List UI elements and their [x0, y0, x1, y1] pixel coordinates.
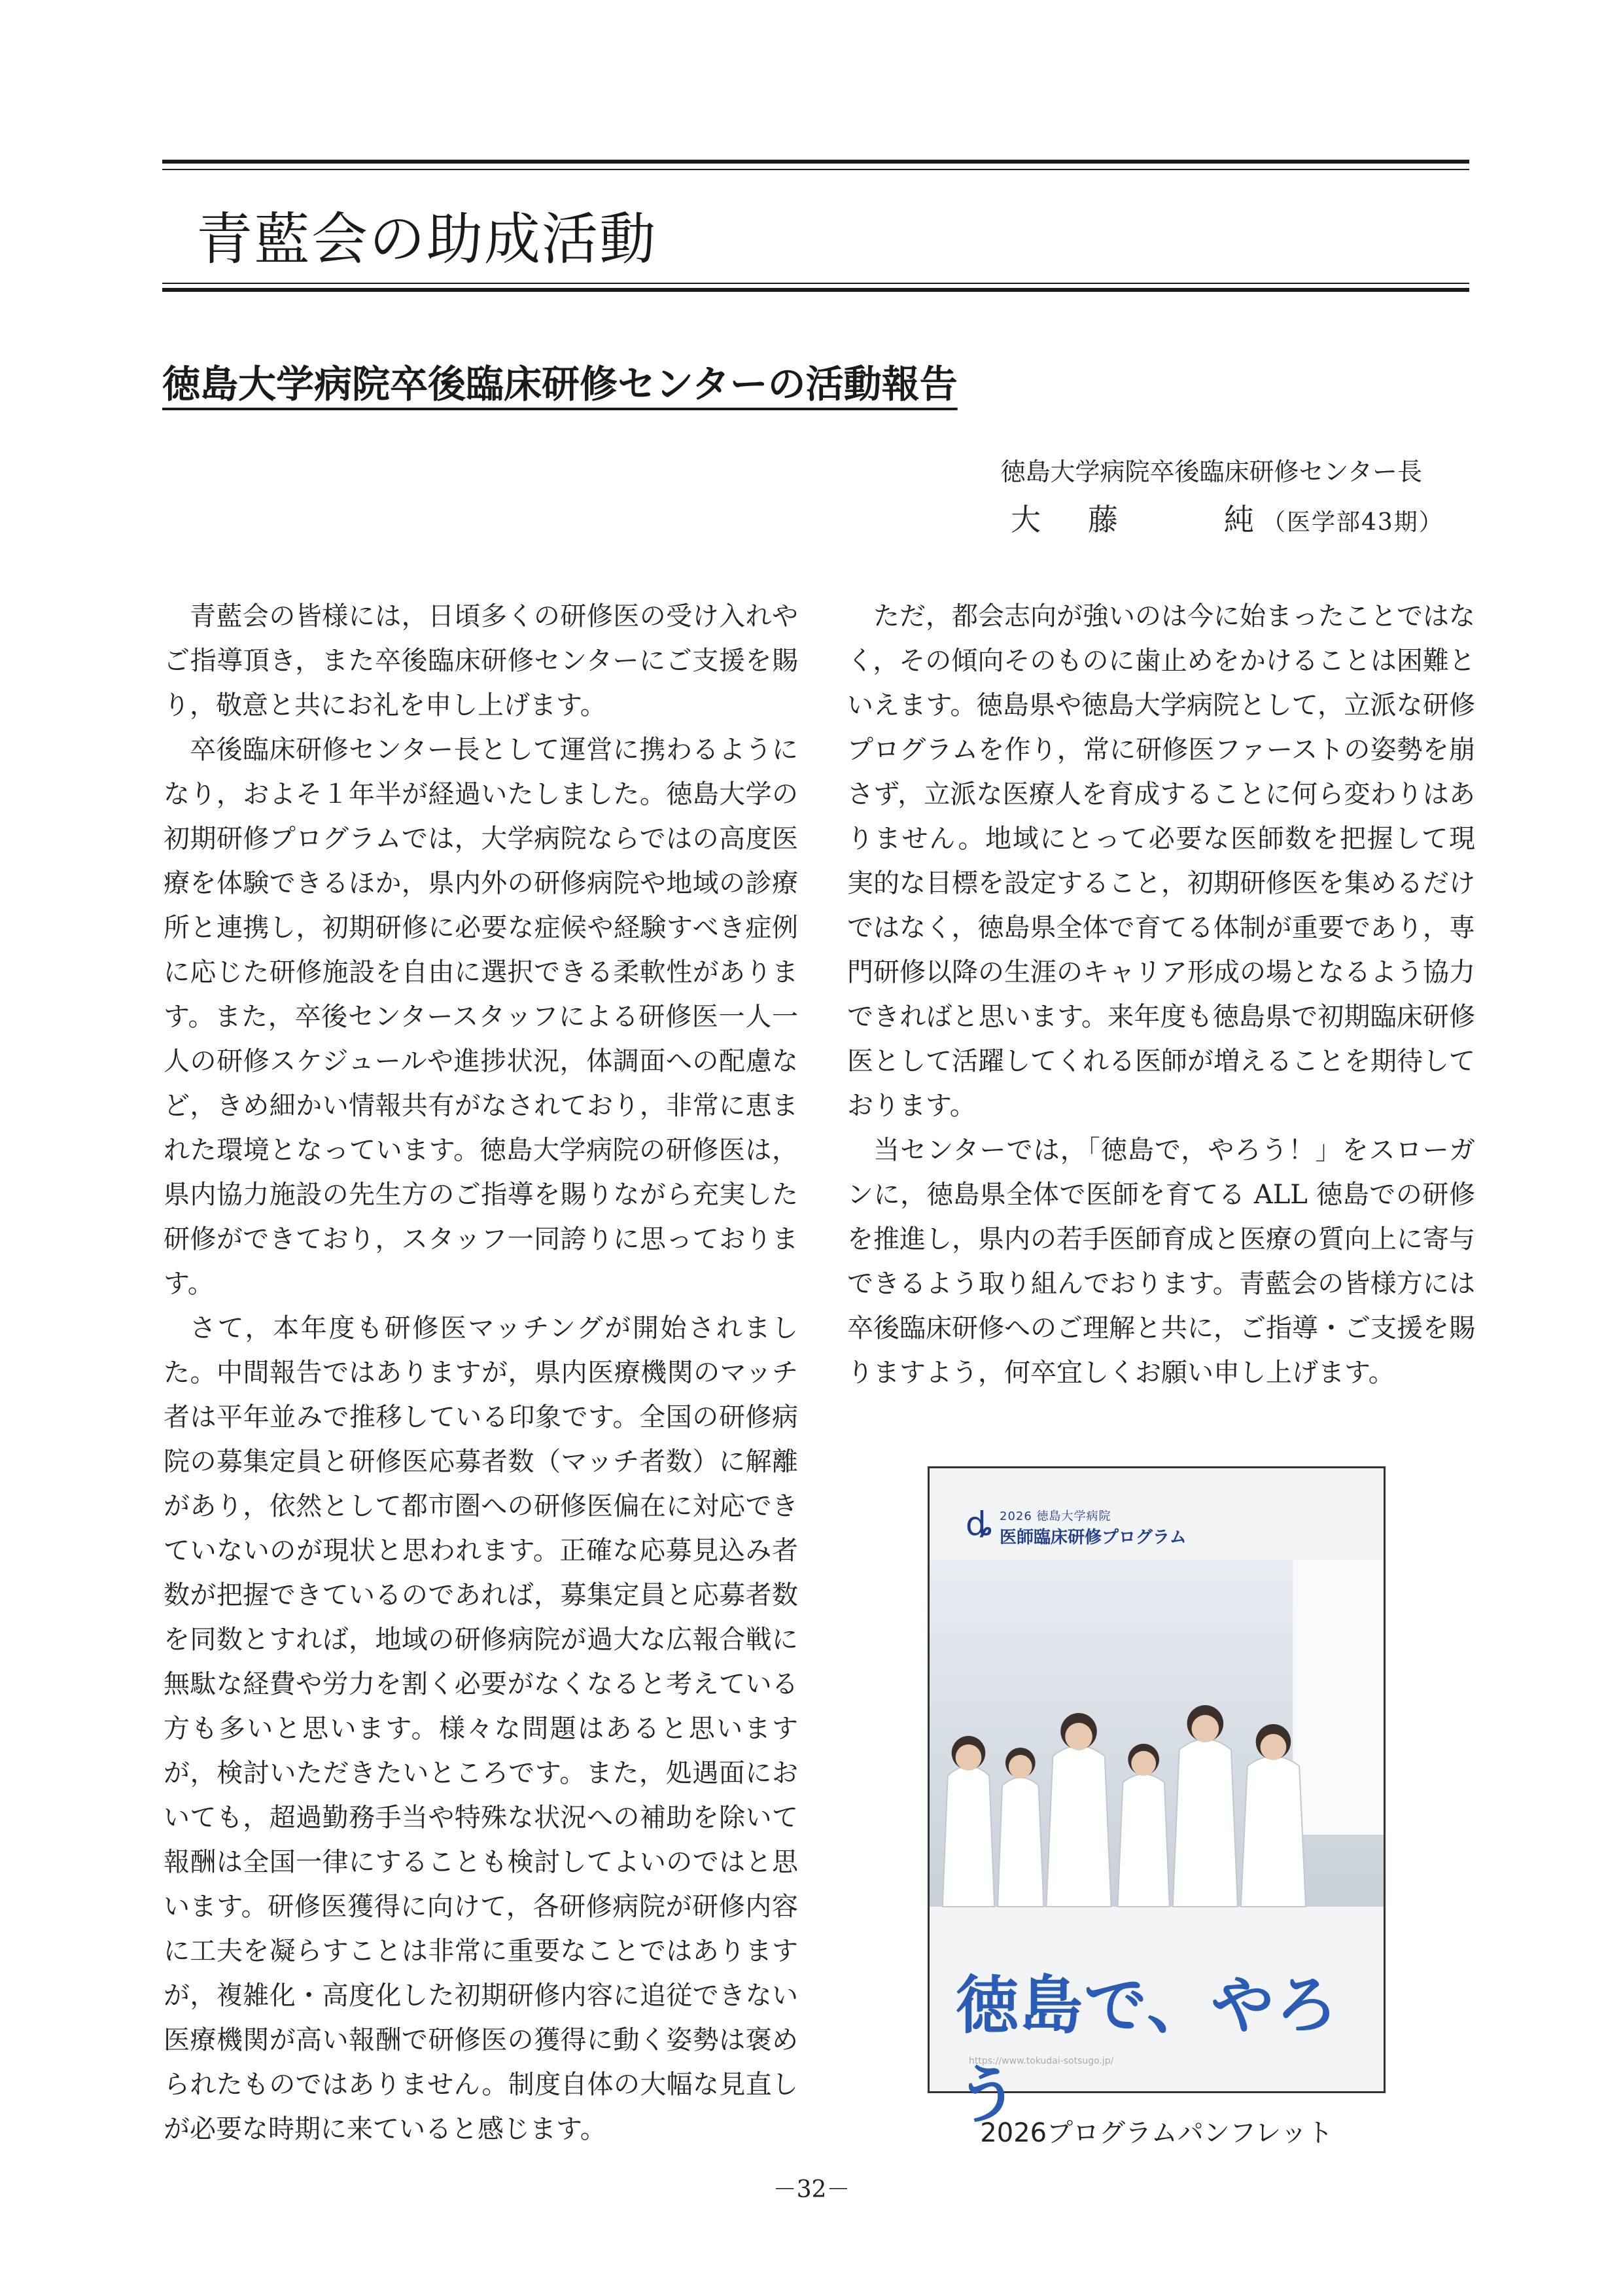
author-cohort-note: （医学部43期） — [1262, 509, 1444, 536]
right-column — [847, 594, 1475, 1395]
figure-caption: 2026プログラムパンフレット — [980, 2118, 1333, 2148]
header-rule-top — [162, 160, 1469, 164]
brochure-program-name: 医師臨床研修プログラム — [1000, 1528, 1187, 1547]
header-rule-bottom-thin — [162, 283, 1469, 284]
hospital-logo-icon: ȡ — [966, 1505, 993, 1543]
paragraph: 卒後臨床研修センター長として運営に携わるようになり，およそ１年半が経過いたしました。徳島大学の初期研修プログラムでは，大学病院ならではの高度医療を体験できるほか，県内外の研修病院や地域の診療所と連携し，初期研修に必要な症候や経験すべき症例に応じた研修施設を自由に選択できる柔軟性があります。また，卒後センタースタッフによる研修医一人一人の研修スケジュールや進捗状況，体調面への配慮など，きめ細かい情報共有がなされており，非常に恵まれた環境となっています。徳島大学病院の研修医は，県内協力施設の先生方のご指導を賜りながら充実した研修ができており，スタッフ一同誇りに思っております。 — [164, 735, 798, 1299]
paragraph: さて，本年度も研修医マッチングが開始されました。中間報告ではありますが，県内医療機関のマッチ者は平年並みで推移している印象です。全国の研修病院の募集定員と研修医応募者数（マッチ者数）に解離があり，依然として都市圏への研修医偏在に対応できていないのが現状と思われます。正確な応募見込み者数が把握できているのであれば，募集定員と応募者数を同数とすれば，地域の研修病院が過大な広報合戦に無駄な経費や労力を割く必要がなくなると考えている方も多いと思います。様々な問題はあると思いますが，検討いただきたいところです。また，処遇面においても，超過勤務手当や特殊な状況への補助を除いて報酬は全国一律にすることも検討してよいのではと思います。研修医獲得に向けて，各研修病院が研修内容に工夫を凝らすことは非常に重要なことではありますが，複雑化・高度化した初期研修内容に追従できない医療機関が高い報酬で研修医の獲得に動く姿勢は褒められたものではありません。制度自体の大幅な見直しが必要な時期に来ていると感じます。 — [164, 1313, 798, 2144]
author-name-part: 純 — [1224, 502, 1255, 537]
header-rule-bottom — [162, 288, 1469, 292]
author-affiliation: 徳島大学病院卒後臨床研修センター長 — [1000, 457, 1422, 486]
article-title: 徳島大学病院卒後臨床研修センターの活動報告 — [162, 362, 958, 406]
paragraph: 青藍会の皆様には，日頃多くの研修医の受け入れやご指導頂き，また卒後臨床研修センターにご支援を賜り，敬意と共にお礼を申し上げます。 — [164, 601, 798, 720]
author-name — [1011, 496, 1444, 539]
residents-group-photo — [930, 1560, 1384, 1907]
paragraph: ただ，都会志向が強いのは今に始まったことではなく，その傾向そのものに歯止めをかけることは困難といえます。徳島県や徳島大学病院として，立派な研修プログラムを作り，常に研修医ファーストの姿勢を崩さず，立派な医療人を育成することに何ら変わりはありません。地域にとって必要な医師数を把握して現実的な目標を設定すること，初期研修医を集めるだけではなく，徳島県全体で育てる体制が重要であり，専門研修以降の生涯のキャリア形成の場となるよう協力できればと思います。来年度も徳島県で初期臨床研修医として活躍してくれる医師が増えることを期待しております。 — [847, 601, 1475, 1121]
brochure-image — [928, 1466, 1386, 2132]
left-column — [164, 594, 798, 2151]
brochure-slogan: 徳島で、やろう — [956, 1969, 1340, 2132]
section-title: 青藍会の助成活動 — [196, 207, 657, 272]
header-rule-top-thin — [162, 169, 1469, 170]
paragraph: 当センターでは，「徳島で，やろう！」をスローガンに，徳島県全体で医師を育てる ALL 徳島での研修を推進し，県内の若手医師育成と医療の質向上に寄与できるよう取り組んでおります。青藍会の皆様方には卒後臨床研修へのご理解と共に，ご指導・ご支援を賜りますよう，何卒宜しくお願い申し上げます。 — [847, 1135, 1475, 1388]
brochure-url: https://www.tokudai-sotsugo.jp/ — [969, 2056, 1114, 2066]
author-name-part: 大 — [1011, 502, 1042, 537]
brochure-year-line: 2026 徳島大学病院 — [1000, 1510, 1111, 1523]
page-number: －32－ — [773, 2176, 850, 2203]
author-name-part: 藤 — [1088, 502, 1119, 537]
